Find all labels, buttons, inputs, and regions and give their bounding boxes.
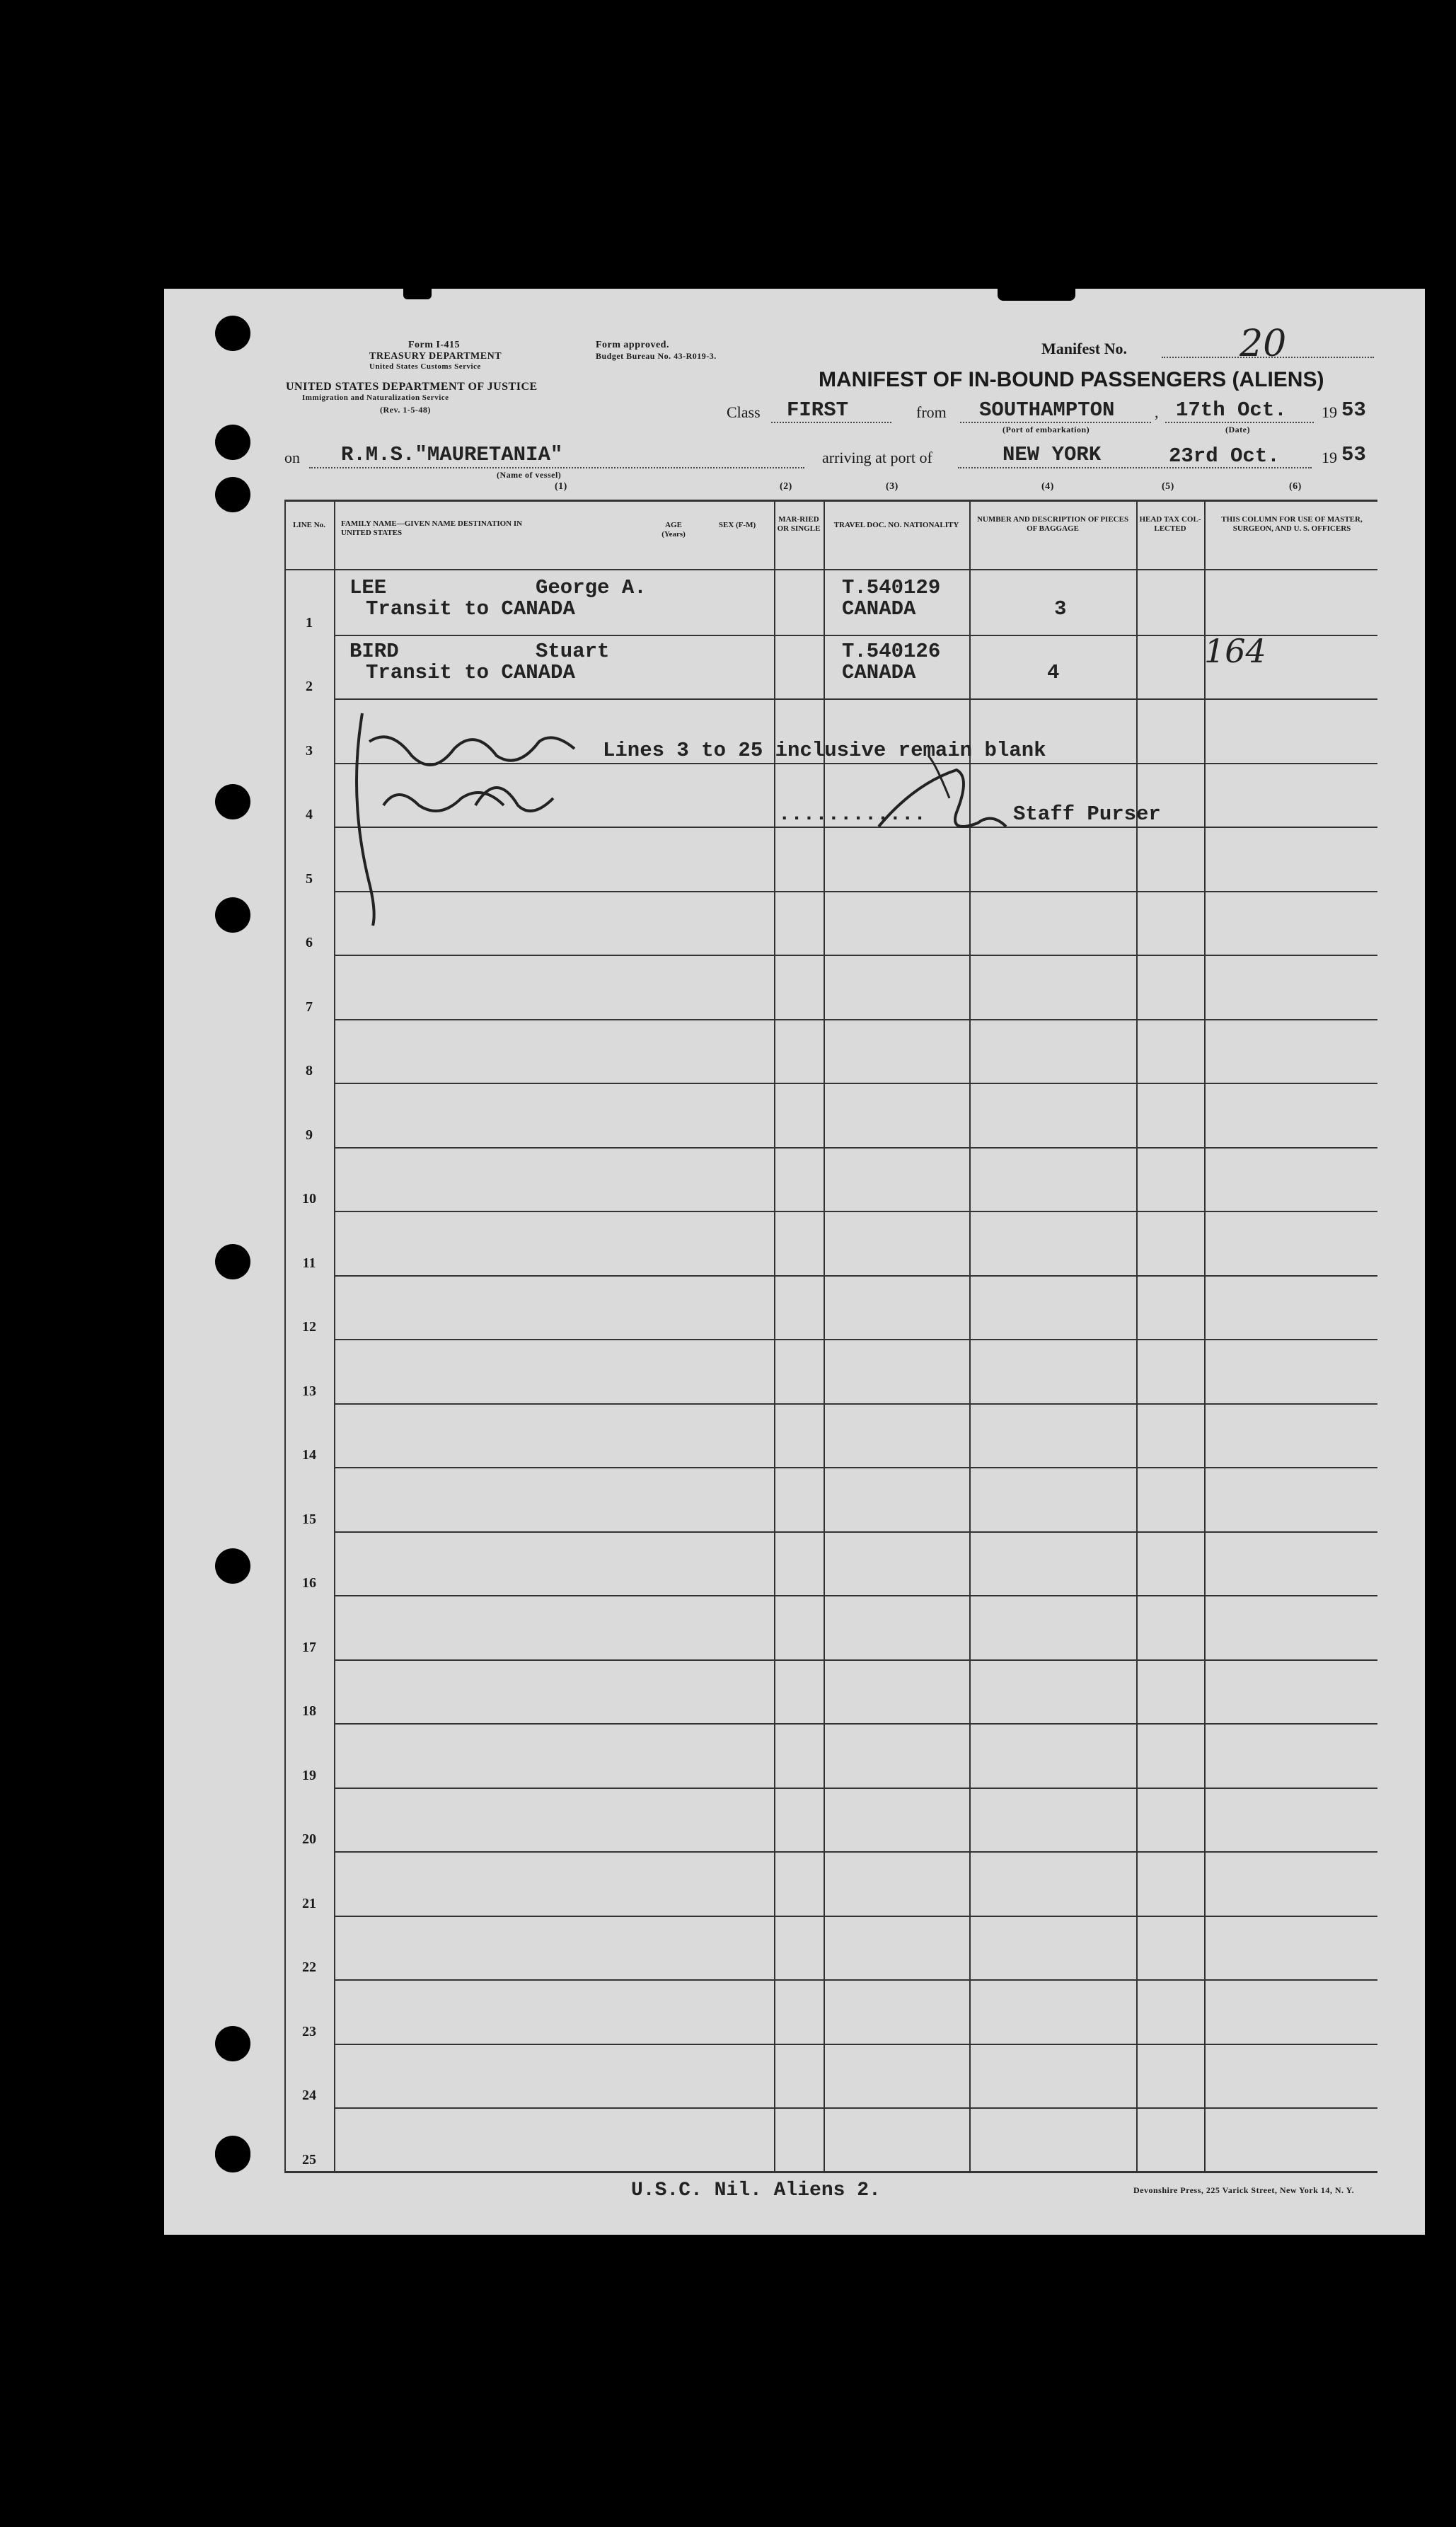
line-number: 21 [302,1895,316,1911]
punch-hole [215,2291,250,2327]
ink-mark [403,272,432,299]
punch-hole [215,425,250,460]
ink-mark [998,265,1075,301]
line-number: 2 [306,679,313,694]
class-label: Class [727,403,761,421]
col-header-head-tax: HEAD TAX COL-LECTED [1139,515,1201,533]
row-divider [334,2107,1377,2109]
form-approved: Form approved. [596,340,669,350]
line-number: 15 [302,1511,316,1527]
line-number: 8 [306,1063,313,1078]
row-1-baggage: 3 [1054,597,1067,621]
col-header-age: AGE (Years) [661,521,686,539]
row-2-officer-note: 164 [1204,632,1266,670]
line-number: 7 [306,998,313,1015]
ins-service: Immigration and Naturalization Service [302,393,449,402]
row-divider [334,1019,1377,1020]
line-number: 19 [302,1767,316,1783]
line-number: 3 [306,742,313,759]
row-divider [334,1916,1377,1917]
line-number: 22 [302,1959,316,1975]
signature-role: Staff Purser [1013,802,1161,826]
on-label: on [284,449,300,466]
punch-hole [215,1244,250,1279]
line-number: 6 [306,935,313,950]
line-number: 18 [302,1703,316,1719]
col-header-married: MAR-RIED OR SINGLE [777,515,821,533]
line-number: 5 [306,870,313,887]
col-number: (2) [780,481,792,492]
row-divider [334,1788,1377,1789]
row-1-given-name: George A. [536,576,647,599]
col-header-baggage: NUMBER AND DESCRIPTION OF PIECES OF BAGGAGE [976,515,1129,533]
handwritten-signature [341,699,596,940]
col-header-travel-doc: TRAVEL DOC. NO. NATIONALITY [833,521,959,529]
arrival-year-prefix: 19 [1322,449,1337,466]
row-2-baggage: 4 [1047,661,1060,684]
row-2-family-name: BIRD [349,640,399,663]
row-2-travel-doc: T.540126 [842,640,941,663]
row-divider [334,1211,1377,1212]
row-divider [334,955,1377,956]
punch-hole [215,1548,250,1584]
row-divider [334,1467,1377,1468]
form-number: Form I-415 [408,340,461,350]
revision: (Rev. 1-5-48) [380,405,431,415]
vessel-name: R.M.S."MAURETANIA" [341,443,563,466]
departure-year-prefix: 19 [1322,403,1337,421]
line-number: 17 [302,1639,316,1655]
row-divider [334,1275,1377,1277]
punch-hole [215,784,250,819]
purser-signature [872,756,1013,841]
line-number: 9 [306,1127,313,1143]
manifest-label: Manifest No. [1041,340,1127,357]
col-number: (4) [1041,481,1054,492]
row-divider [334,1979,1377,1981]
punch-hole [215,897,250,933]
row-divider [334,1531,1377,1533]
from-label: from [916,403,947,421]
line-number: 12 [302,1319,316,1335]
line-number: 10 [302,1191,316,1207]
row-1-travel-doc: T.540129 [842,576,941,599]
line-number: 20 [302,1831,316,1847]
arrival-port: NEW YORK [1003,443,1102,466]
blank-lines-note: Lines 3 to 25 inclusive remain blank [603,739,1046,762]
row-divider [334,1147,1377,1149]
treasury-dept: TREASURY DEPARTMENT [369,351,502,362]
printer-imprint: Devonshire Press, 225 Varick Street, New York 14, N. Y. [1133,2185,1355,2195]
footer-summary: U.S.C. Nil. Aliens 2. [631,2180,881,2201]
line-number: 11 [302,1255,316,1271]
arrival-date: 23rd Oct. [1169,444,1280,468]
col-header-sex: SEX (F-M) [718,521,756,529]
row-1-nationality: CANADA [842,597,916,621]
line-number: 24 [302,2088,316,2103]
arrival-year: 53 [1341,443,1366,466]
row-divider [334,2172,1377,2173]
row-2-nationality: CANADA [842,661,916,684]
line-number: 23 [302,2023,316,2039]
row-divider [334,1723,1377,1725]
signature-dots: ............ [778,802,926,826]
row-2-destination: Transit to CANADA [366,661,575,684]
col-number: (1) [555,481,567,492]
justice-dept: UNITED STATES DEPARTMENT OF JUSTICE [286,381,538,393]
budget-bureau: Budget Bureau No. 43-R019-3. [596,351,717,361]
punch-hole [215,2026,250,2061]
row-divider [334,1083,1377,1084]
row-divider [334,1659,1377,1661]
col-header-officers: THIS COLUMN FOR USE OF MASTER, SURGEON, AND U. S. OFFICERS [1221,515,1363,533]
date-note: (Date) [1225,425,1250,434]
punch-hole [215,477,250,512]
vessel-note: (Name of vessel) [497,470,562,480]
arriving-label: arriving at port of [822,449,932,466]
col-number: (5) [1162,481,1174,492]
row-divider [334,1851,1377,1853]
line-number: 4 [306,807,313,822]
line-number: 1 [306,614,313,631]
col-header-name: FAMILY NAME—GIVEN NAME DESTINATION IN UNITED STATES [341,519,523,537]
customs-service: United States Customs Service [369,362,481,371]
row-1-destination: Transit to CANADA [366,597,575,621]
row-2-given-name: Stuart [536,640,610,663]
manifest-page: Form I-415 TREASURY DEPARTMENT United States Customs Service UNITED STATES DEPARTMENT OF JUSTICE Immigration and Naturalization Service (Rev. 1-5-48) Form approved. Budget Bureau No. 43-R019-3. Manifest No. 20 MANIFEST OF IN-BOUND PASSENGERS (ALIENS) Class FIRST from SOUTHAMPTON (Port of embarkation) , 17th Oct. (Date) 19 53 on R.M.S."MAURETANIA" (Name of vessel) arriving at port of NEW YORK 23rd Oct. 19 53 (1) (2) (3) (4) (5) (6) LINE No. FAMILY NAME—GIVEN NAME DESTINATION IN UNITED STATES AGE (Years) SEX (F-M) MAR-RIED OR SINGLE TRAVEL DOC. NO. NATIONALITY NUMBER AND DESCRIPTION OF PIECES OF BAGGAGE HEAD TAX COL-LECTED THIS COLUMN FOR USE OF MASTER, SURGEON, AND U. S. OFFICERS 1 2 3 4 5 6 7 8 9 10 11 12 13 14 15 16 17 18 19 20 21 22 23 24 25 LEE George A. Transit to CANADA T.540129 CANADA 3 BIRD Stuart Transit to CANADA T.540126 CANADA 4 164 Lines 3 to 25 inclusive remain blank ............ Staff Purser U.S.C. Nil. Aliens 2. Devonshire Press, 225 Varick Street, New York 14, N. Y. [164,289,1425,2235]
row-divider [334,1595,1377,1596]
manifest-title: MANIFEST OF IN-BOUND PASSENGERS (ALIENS) [819,368,1324,391]
line-number: 14 [302,1447,316,1463]
departure-date: 17th Oct. [1176,398,1287,422]
punch-hole [215,316,250,351]
line-number: 13 [302,1383,316,1399]
col-header-line-no: LINE No. [293,521,325,529]
col-number: (6) [1289,481,1302,492]
col-number: (3) [886,481,899,492]
punch-hole [215,2136,250,2171]
manifest-number: 20 [1240,323,1287,365]
line-number: 16 [302,1575,316,1591]
row-divider [334,2044,1377,2045]
row-divider [334,1403,1377,1405]
departure-year: 53 [1341,398,1366,422]
embarkation-note: (Port of embarkation) [1003,425,1090,434]
class-value: FIRST [787,398,849,422]
embarkation-port: SOUTHAMPTON [979,398,1115,422]
line-number: 25 [302,2151,316,2168]
row-divider [334,1339,1377,1340]
row-1-family-name: LEE [349,576,387,599]
